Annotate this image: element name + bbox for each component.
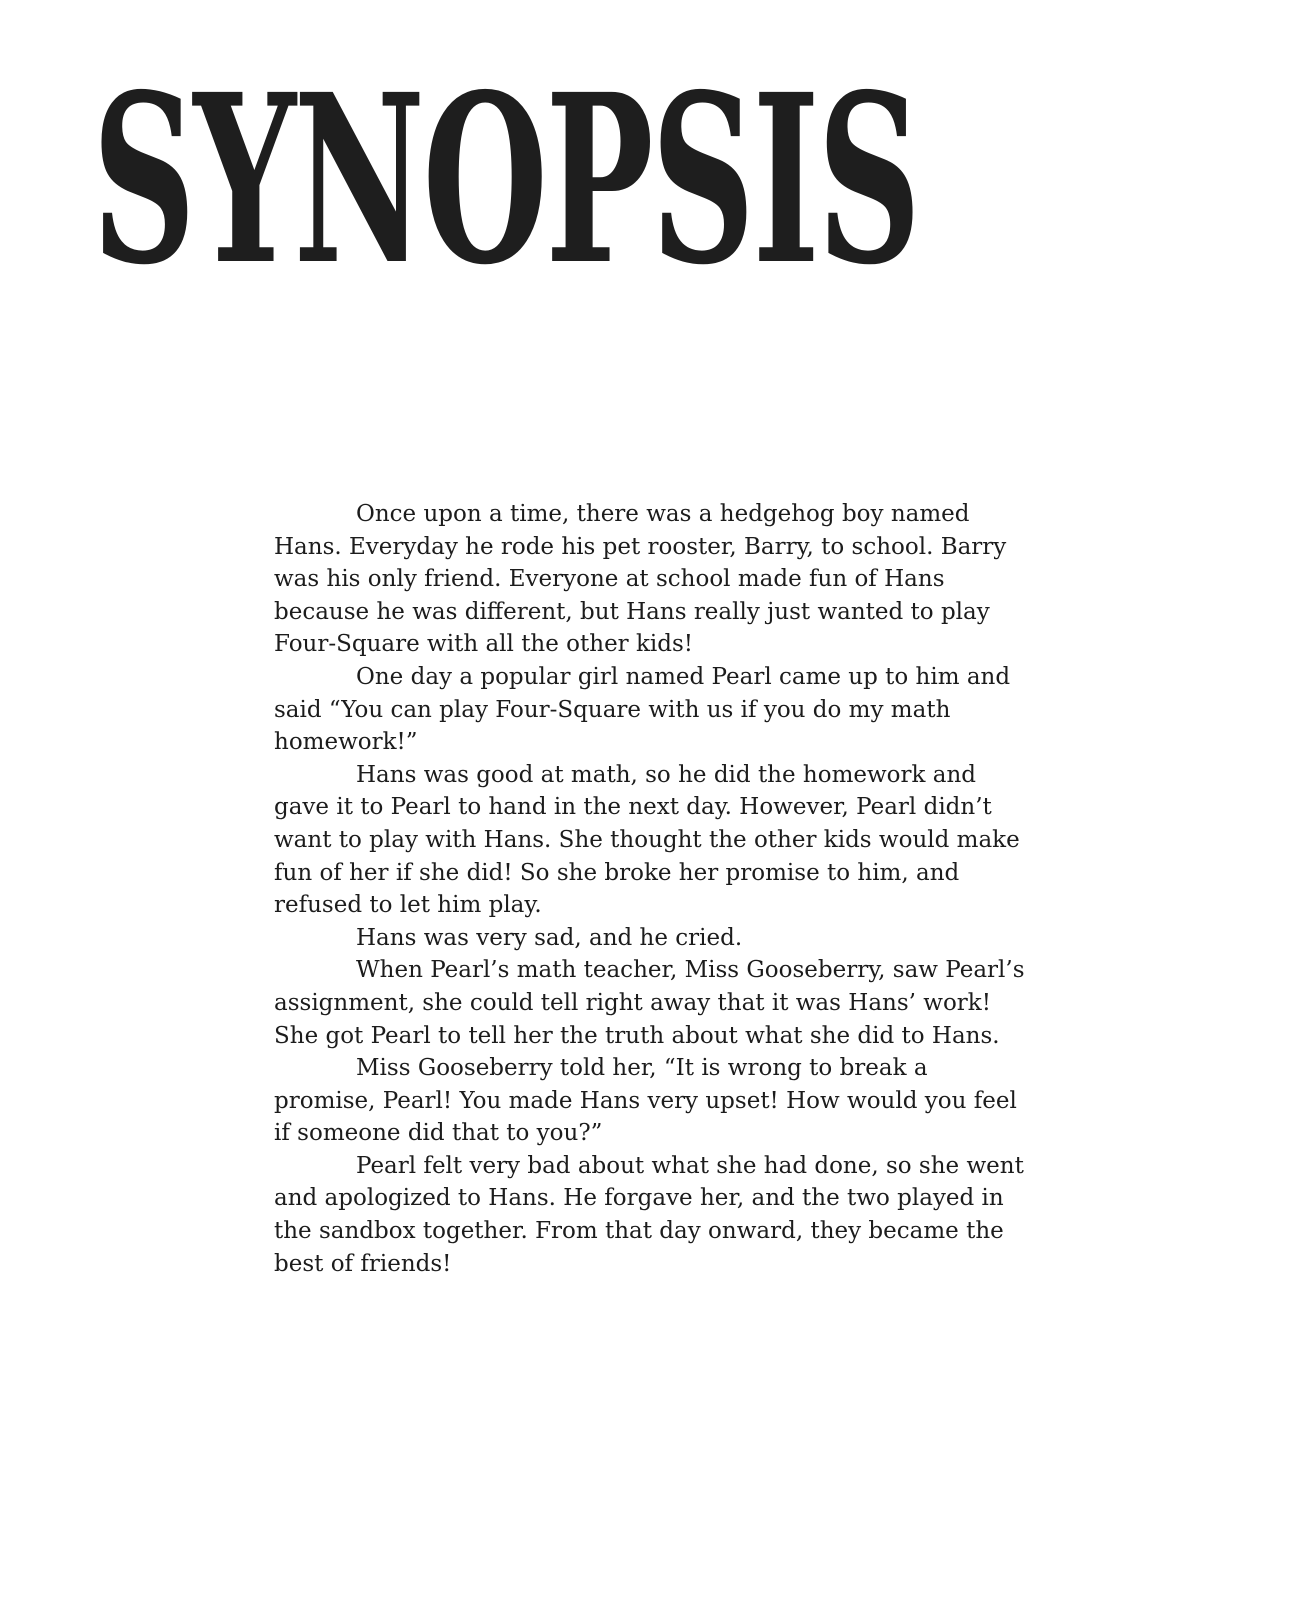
paragraph-4: Hans was very sad, and he cried. — [356, 924, 743, 951]
paragraph-6: Miss Gooseberry told her, “It is wrong to break a promise, Pearl! You made Hans very upset! How would you feel if someone did that to you?” — [274, 1055, 1017, 1147]
paragraph-5: When Pearl’s math teacher, Miss Gooseberry, saw Pearl’s assignment, she could tell right away that it was Hans’ work! She got Pearl to tell her the truth about what she did to Hans. — [274, 957, 1025, 1049]
paragraph-1: Once upon a time, there was a hedgehog boy named Hans. Everyday he rode his pet rooster, Barry, to school. Barry was his only friend. Everyone at school made fun of Hans because he was different, but Hans really just wanted to play Four-Square with all the other kids! — [274, 501, 1007, 658]
paragraph-2: One day a popular girl named Pearl came up to him and said “You can play Four-Square with us if you do my math homework!” — [274, 663, 1011, 756]
paragraph-3: Hans was good at math, so he did the homework and gave it to Pearl to hand in the next day. However, Pearl didn’t want to play with Hans. She thought the other kids would make fun of her if she did! So she broke her promise to him, and refused to let him play. — [274, 761, 1020, 919]
paragraph-7: Pearl felt very bad about what she had done, so she went and apologized to Hans. He forgave her, and the two played in the sandbox together. From that day onward, they became the best of friends! — [274, 1152, 1024, 1277]
page-title: SYNOPSIS — [92, 43, 919, 316]
synopsis-body — [274, 498, 1034, 1280]
